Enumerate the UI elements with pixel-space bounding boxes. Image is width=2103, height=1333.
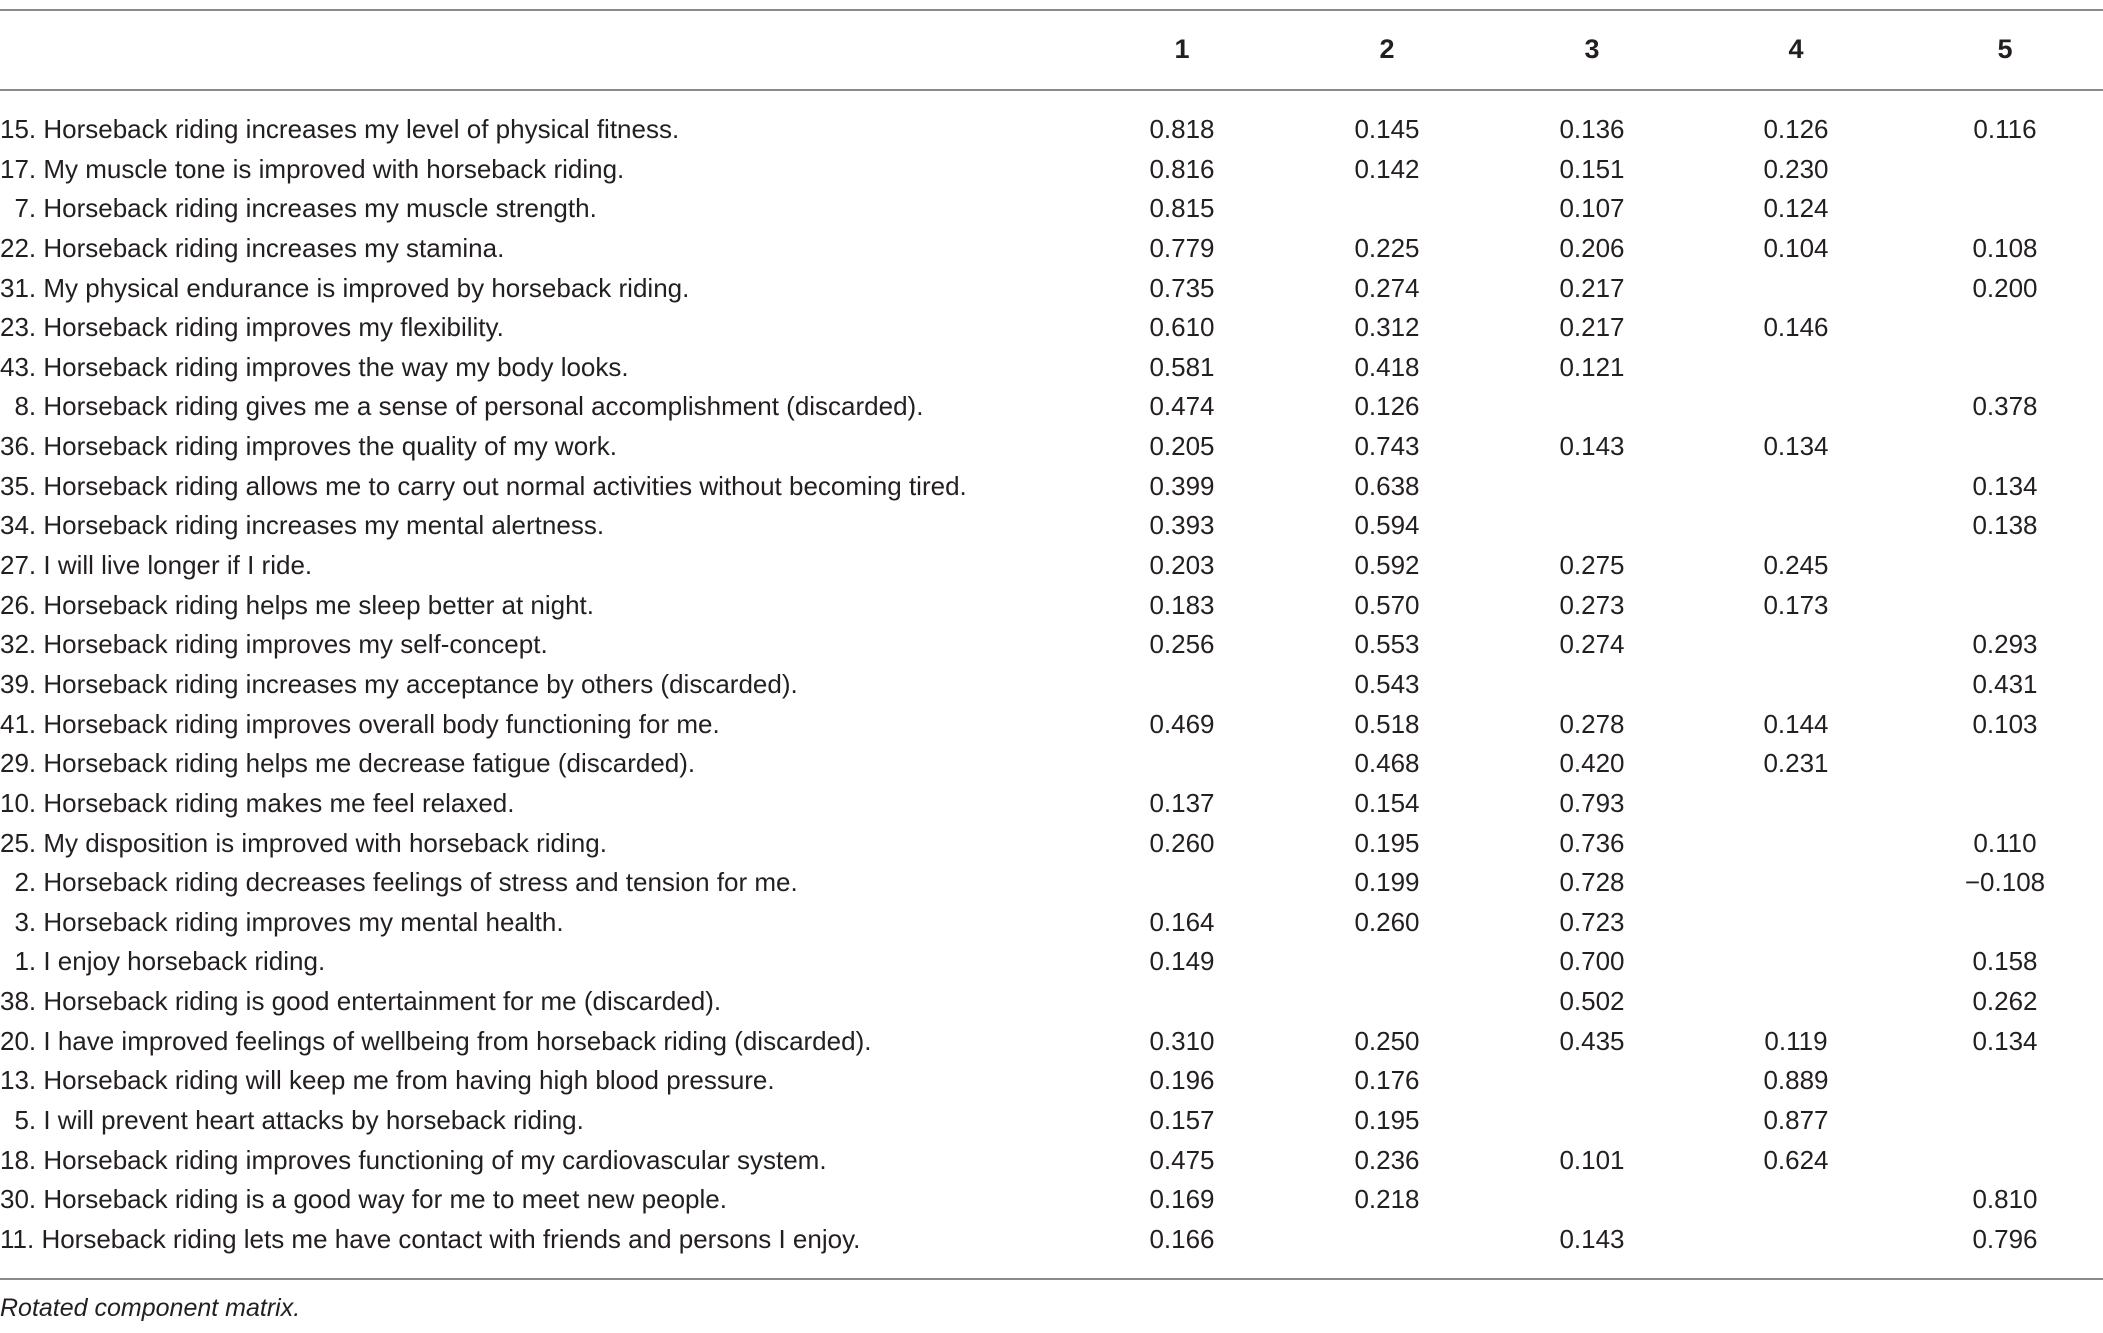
loading-cell-component-4: 0.231 xyxy=(1763,748,1829,779)
loading-cell-component-2: 0.594 xyxy=(1354,510,1420,541)
loading-cell-component-2: 0.570 xyxy=(1354,589,1420,620)
loading-cell-component-4: 0.119 xyxy=(1764,1025,1828,1056)
loading-cell-component-2: 0.468 xyxy=(1354,748,1420,779)
loading-cell-component-5: 0.796 xyxy=(1972,1223,2038,1254)
loading-cell-component-1: 0.149 xyxy=(1149,946,1215,977)
table-row xyxy=(0,942,2103,982)
loading-cell-component-1: 0.475 xyxy=(1149,1144,1215,1175)
loading-cell-component-5: 0.134 xyxy=(1972,470,2038,501)
item-label: 13. Horseback riding will keep me from having high blood pressure. xyxy=(0,1065,775,1096)
loading-cell-component-1: 0.474 xyxy=(1149,391,1215,422)
table-header-rule xyxy=(0,89,2103,91)
table-row xyxy=(0,269,2103,309)
table-bottom-rule xyxy=(0,1278,2103,1280)
loading-cell-component-2: 0.236 xyxy=(1354,1144,1420,1175)
item-label: 8. Horseback riding gives me a sense of personal accomplishment (discarded). xyxy=(0,391,924,422)
loading-cell-component-5: −0.108 xyxy=(1964,867,2046,898)
loading-cell-component-1: 0.256 xyxy=(1149,629,1215,660)
table-row xyxy=(0,784,2103,824)
loading-cell-component-5: 0.431 xyxy=(1972,668,2038,699)
loading-cell-component-1: 0.169 xyxy=(1149,1184,1215,1215)
table-row xyxy=(0,705,2103,745)
loading-cell-component-5: 0.158 xyxy=(1972,946,2038,977)
loading-cell-component-1: 0.818 xyxy=(1149,114,1215,144)
table-top-rule xyxy=(0,9,2103,11)
item-label: 30. Horseback riding is a good way for me to meet new people. xyxy=(0,1184,727,1215)
loading-cell-component-4: 0.144 xyxy=(1763,708,1829,739)
item-label: 20. I have improved feelings of wellbeing from horseback riding (discarded). xyxy=(0,1025,872,1056)
loading-cell-component-2: 0.218 xyxy=(1354,1184,1420,1215)
loading-cell-component-1: 0.610 xyxy=(1149,312,1215,343)
table-row xyxy=(0,308,2103,348)
table-row xyxy=(0,625,2103,665)
item-label: 32. Horseback riding improves my self-concept. xyxy=(0,629,548,660)
loading-cell-component-2: 0.518 xyxy=(1354,708,1420,739)
loading-cell-component-2: 0.592 xyxy=(1354,550,1420,581)
loading-cell-component-1: 0.393 xyxy=(1149,510,1215,541)
table-row xyxy=(0,1022,2103,1062)
table-row xyxy=(0,110,2103,150)
loading-cell-component-5: 0.116 xyxy=(1973,114,2037,144)
loading-cell-component-5: 0.810 xyxy=(1972,1184,2038,1215)
loading-cell-component-2: 0.126 xyxy=(1354,391,1420,422)
loading-cell-component-1: 0.581 xyxy=(1149,351,1215,382)
loading-cell-component-2: 0.250 xyxy=(1354,1025,1420,1056)
loading-cell-component-2: 0.638 xyxy=(1354,470,1420,501)
loading-cell-component-1: 0.164 xyxy=(1149,906,1215,937)
loading-cell-component-2: 0.274 xyxy=(1354,272,1420,303)
loading-cell-component-3: 0.217 xyxy=(1559,312,1625,343)
loading-cell-component-5: 0.134 xyxy=(1972,1025,2038,1056)
table-row xyxy=(0,903,2103,943)
table-header-row xyxy=(0,26,2103,72)
loading-cell-component-2: 0.199 xyxy=(1354,867,1420,898)
item-label: 36. Horseback riding improves the quality of my work. xyxy=(0,431,618,462)
loading-cell-component-5: 0.138 xyxy=(1972,510,2038,541)
loading-cell-component-3: 0.728 xyxy=(1559,867,1625,898)
table-row xyxy=(0,467,2103,507)
column-header-5: 5 xyxy=(1997,34,2013,64)
column-header-2: 2 xyxy=(1379,34,1395,64)
item-label: 3. Horseback riding improves my mental health. xyxy=(0,906,564,937)
loading-cell-component-3: 0.273 xyxy=(1559,589,1625,620)
table-row xyxy=(0,982,2103,1022)
loading-cell-component-4: 0.124 xyxy=(1763,193,1829,224)
loading-cell-component-3: 0.278 xyxy=(1559,708,1625,739)
loading-cell-component-1: 0.137 xyxy=(1149,787,1215,818)
table-row xyxy=(0,506,2103,546)
loading-cell-component-2: 0.176 xyxy=(1354,1065,1420,1096)
table-row xyxy=(0,1220,2103,1260)
loading-cell-component-3: 0.736 xyxy=(1559,827,1625,858)
item-label: 22. Horseback riding increases my stamina. xyxy=(0,232,505,263)
loading-cell-component-4: 0.230 xyxy=(1763,153,1829,184)
loading-cell-component-3: 0.275 xyxy=(1559,550,1625,581)
loading-cell-component-3: 0.143 xyxy=(1559,1223,1625,1254)
loading-cell-component-1: 0.469 xyxy=(1149,708,1215,739)
loading-cell-component-1: 0.205 xyxy=(1149,431,1215,462)
loading-cell-component-5: 0.262 xyxy=(1972,986,2038,1017)
loading-cell-component-2: 0.195 xyxy=(1354,827,1420,858)
table-body xyxy=(0,110,2103,1260)
loading-cell-component-2: 0.260 xyxy=(1354,906,1420,937)
loading-cell-component-4: 0.877 xyxy=(1763,1105,1829,1136)
item-label: 26. Horseback riding helps me sleep better at night. xyxy=(0,589,595,620)
loading-cell-component-5: 0.293 xyxy=(1972,629,2038,660)
loading-cell-component-1: 0.260 xyxy=(1149,827,1215,858)
table-row xyxy=(0,1101,2103,1141)
loading-cell-component-3: 0.435 xyxy=(1559,1025,1625,1056)
loading-cell-component-3: 0.723 xyxy=(1559,906,1625,937)
loading-cell-component-1: 0.203 xyxy=(1149,550,1215,581)
loading-cell-component-3: 0.206 xyxy=(1559,232,1625,263)
table-row xyxy=(0,1061,2103,1101)
table-row xyxy=(0,1141,2103,1181)
loading-cell-component-2: 0.543 xyxy=(1354,668,1420,699)
loading-cell-component-4: 0.245 xyxy=(1763,550,1829,581)
loading-cell-component-3: 0.121 xyxy=(1559,351,1625,382)
loading-cell-component-4: 0.173 xyxy=(1763,589,1829,620)
loading-cell-component-1: 0.815 xyxy=(1149,193,1215,224)
table-row xyxy=(0,387,2103,427)
item-label: 15. Horseback riding increases my level of physical fitness. xyxy=(0,114,680,144)
loading-cell-component-3: 0.420 xyxy=(1559,748,1625,779)
loading-cell-component-1: 0.735 xyxy=(1149,272,1215,303)
item-label: 39. Horseback riding increases my acceptance by others (discarded). xyxy=(0,668,798,699)
item-label: 43. Horseback riding improves the way my body looks. xyxy=(0,351,629,382)
item-label: 17. My muscle tone is improved with horseback riding. xyxy=(0,153,625,184)
item-label: 34. Horseback riding increases my mental alertness. xyxy=(0,510,605,541)
item-label: 11. Horseback riding lets me have contact with friends and persons I enjoy. xyxy=(0,1223,861,1254)
table-row xyxy=(0,824,2103,864)
loading-cell-component-1: 0.779 xyxy=(1149,232,1215,263)
loading-cell-component-1: 0.166 xyxy=(1149,1223,1215,1254)
table-row xyxy=(0,1180,2103,1220)
item-label: 10. Horseback riding makes me feel relaxed. xyxy=(0,787,515,818)
loading-cell-component-1: 0.310 xyxy=(1149,1025,1215,1056)
item-label: 38. Horseback riding is good entertainment for me (discarded). xyxy=(0,986,722,1017)
loading-cell-component-3: 0.107 xyxy=(1559,193,1625,224)
loading-cell-component-2: 0.312 xyxy=(1354,312,1420,343)
column-header-3: 3 xyxy=(1584,34,1600,64)
loading-cell-component-4: 0.134 xyxy=(1763,431,1829,462)
loading-cell-component-1: 0.399 xyxy=(1149,470,1215,501)
table-row xyxy=(0,665,2103,705)
table-row xyxy=(0,863,2103,903)
item-label: 35. Horseback riding allows me to carry out normal activities without becoming tired. xyxy=(0,470,967,501)
table-footnote: Rotated component matrix. xyxy=(0,1294,301,1322)
item-label: 7. Horseback riding increases my muscle strength. xyxy=(0,193,597,224)
item-label: 25. My disposition is improved with horseback riding. xyxy=(0,827,607,858)
loading-cell-component-3: 0.502 xyxy=(1559,986,1625,1017)
loading-cell-component-3: 0.101 xyxy=(1559,1144,1625,1175)
loading-cell-component-5: 0.103 xyxy=(1972,708,2038,739)
loading-cell-component-2: 0.154 xyxy=(1354,787,1420,818)
loading-cell-component-2: 0.195 xyxy=(1354,1105,1420,1136)
loading-cell-component-3: 0.217 xyxy=(1559,272,1625,303)
loading-cell-component-3: 0.274 xyxy=(1559,629,1625,660)
column-header-1: 1 xyxy=(1174,34,1190,64)
loading-cell-component-4: 0.126 xyxy=(1763,114,1829,144)
table-row xyxy=(0,546,2103,586)
loading-cell-component-3: 0.793 xyxy=(1559,787,1625,818)
loading-cell-component-2: 0.743 xyxy=(1354,431,1420,462)
loading-cell-component-1: 0.183 xyxy=(1149,589,1215,620)
loading-cell-component-2: 0.142 xyxy=(1354,153,1420,184)
table-row xyxy=(0,586,2103,626)
column-header-4: 4 xyxy=(1788,34,1804,64)
item-label: 5. I will prevent heart attacks by horseback riding. xyxy=(0,1105,584,1136)
table-row xyxy=(0,348,2103,388)
table-row xyxy=(0,189,2103,229)
loading-cell-component-4: 0.889 xyxy=(1763,1065,1829,1096)
loading-cell-component-3: 0.143 xyxy=(1559,431,1625,462)
item-label: 18. Horseback riding improves functioning of my cardiovascular system. xyxy=(0,1144,827,1175)
loading-cell-component-4: 0.624 xyxy=(1763,1144,1829,1175)
loading-cell-component-2: 0.418 xyxy=(1354,351,1420,382)
table-row xyxy=(0,427,2103,467)
item-label: 31. My physical endurance is improved by horseback riding. xyxy=(0,272,690,303)
loading-cell-component-1: 0.816 xyxy=(1149,153,1215,184)
loading-cell-component-5: 0.378 xyxy=(1972,391,2038,422)
loading-cell-component-3: 0.151 xyxy=(1559,153,1625,184)
loading-cell-component-2: 0.145 xyxy=(1354,114,1420,144)
loading-cell-component-2: 0.225 xyxy=(1354,232,1420,263)
loading-cell-component-2: 0.553 xyxy=(1354,629,1420,660)
loading-cell-component-5: 0.108 xyxy=(1972,232,2038,263)
table-row xyxy=(0,150,2103,190)
item-label: 41. Horseback riding improves overall body functioning for me. xyxy=(0,708,720,739)
loading-cell-component-4: 0.104 xyxy=(1763,232,1829,263)
item-label: 23. Horseback riding improves my flexibility. xyxy=(0,312,504,343)
loading-cell-component-1: 0.157 xyxy=(1149,1105,1215,1136)
loading-cell-component-5: 0.110 xyxy=(1973,827,2037,858)
item-label: 27. I will live longer if I ride. xyxy=(0,550,313,581)
item-label: 1. I enjoy horseback riding. xyxy=(0,946,326,977)
item-label: 2. Horseback riding decreases feelings of stress and tension for me. xyxy=(0,867,798,898)
loading-cell-component-1: 0.196 xyxy=(1149,1065,1215,1096)
loading-cell-component-5: 0.200 xyxy=(1972,272,2038,303)
loading-cell-component-3: 0.700 xyxy=(1559,946,1625,977)
loading-cell-component-3: 0.136 xyxy=(1559,114,1625,144)
table-row xyxy=(0,229,2103,269)
loading-cell-component-4: 0.146 xyxy=(1763,312,1829,343)
item-label: 29. Horseback riding helps me decrease fatigue (discarded). xyxy=(0,748,696,779)
table-row xyxy=(0,744,2103,784)
